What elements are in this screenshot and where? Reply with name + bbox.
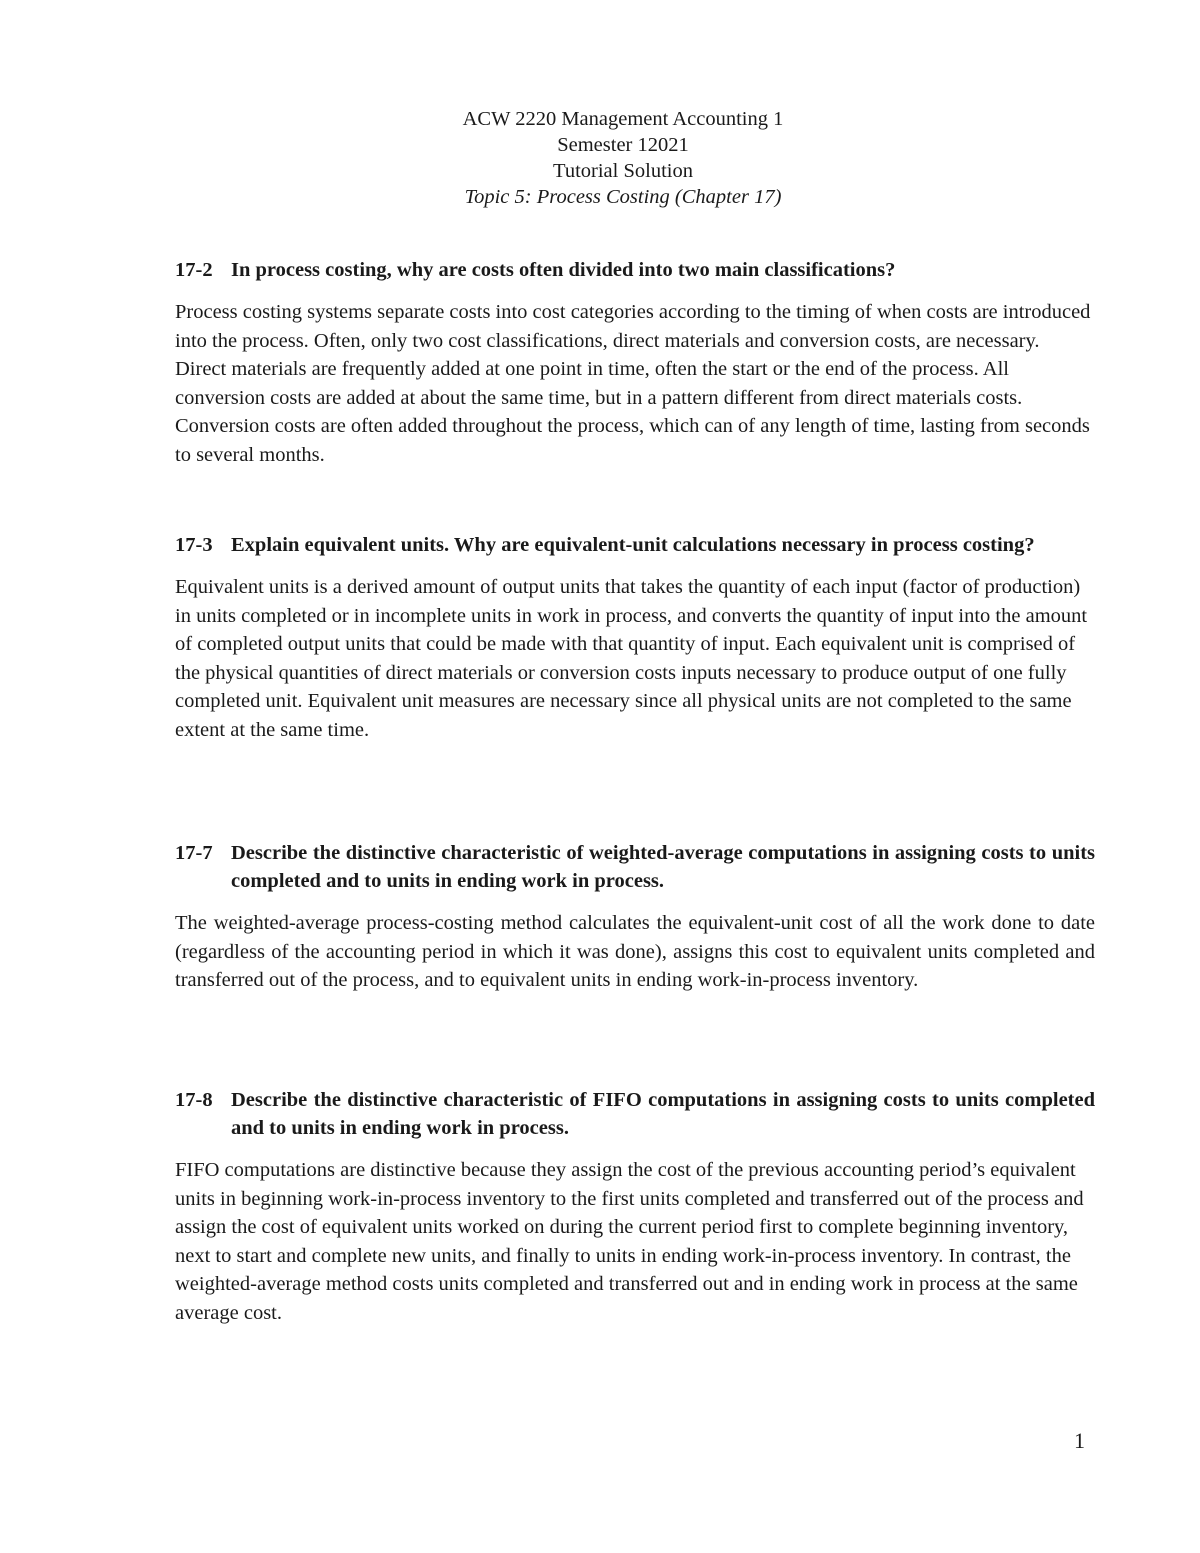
topic-line: Topic 5: Process Costing (Chapter 17) bbox=[464, 186, 782, 208]
question-number: 17-3 bbox=[175, 534, 213, 556]
question-section-17-3 bbox=[175, 531, 1095, 745]
question-heading bbox=[175, 531, 1095, 559]
answer-paragraph: Equivalent units is a derived amount of output units that takes the quantity of each input (factor of production) in units completed or in incomplete units in work in process, and converts the quantity of input into the amount of completed output units that could be made with that quantity of input. Each equivalent unit is comprised of the physical quantities of direct materials or conversion costs inputs necessary to produce output of one fully completed unit. Equivalent unit measures are necessary since all physical units are not completed to the same extent at the same time. bbox=[175, 576, 1088, 741]
question-text: Describe the distinctive characteristic of weighted-average computations in assigning costs to units completed and to units in ending work in process. bbox=[231, 842, 1095, 892]
question-section-17-8 bbox=[175, 1086, 1095, 1328]
semester-line: Semester 12021 bbox=[557, 134, 689, 156]
course-title: ACW 2220 Management Accounting 1 bbox=[462, 108, 784, 130]
question-number: 17-7 bbox=[175, 842, 213, 864]
question-heading bbox=[175, 256, 1095, 284]
document-header bbox=[0, 106, 1200, 210]
question-number: 17-2 bbox=[175, 259, 213, 281]
question-text: Explain equivalent units. Why are equivalent-unit calculations necessary in process costing? bbox=[231, 534, 1035, 556]
doc-type-line: Tutorial Solution bbox=[553, 160, 693, 182]
question-text: In process costing, why are costs often divided into two main classifications? bbox=[231, 259, 896, 281]
answer-paragraph: Process costing systems separate costs into cost categories according to the timing of when costs are introduced into the process. Often, only two cost classifications, direct materials and conversion costs, are necessary. Direct materials are frequently added at one point in time, often the start or the end of the process. All conversion costs are added at about the same time, but in a pattern different from direct materials costs. Conversion costs are often added throughout the process, which can of any length of time, lasting from seconds to several months. bbox=[175, 301, 1091, 466]
question-heading bbox=[175, 839, 1095, 895]
page-number: 1 bbox=[1074, 1428, 1085, 1453]
question-heading bbox=[175, 1086, 1095, 1142]
answer-paragraph: The weighted-average process-costing method calculates the equivalent-unit cost of all the work done to date (regardless of the accounting period in which it was done), assigns this cost to equivalent units completed and transferred out of the process, and to equivalent units in ending work-in-process inventory. bbox=[175, 912, 1095, 992]
question-section-17-7 bbox=[175, 839, 1095, 995]
question-number: 17-8 bbox=[175, 1089, 213, 1111]
answer-paragraph: FIFO computations are distinctive because they assign the cost of the previous accounting period’s equivalent units in beginning work-in-process inventory to the first units completed and transferred out of the process and assign the cost of equivalent units worked on during the current period first to complete beginning inventory, next to start and complete new units, and finally to units in ending work-in-process inventory. In contrast, the weighted-average method costs units completed and transferred out and in ending work in process at the same average cost. bbox=[175, 1159, 1084, 1324]
question-text: Describe the distinctive characteristic of FIFO computations in assigning costs to units completed and to units in ending work in process. bbox=[231, 1089, 1095, 1139]
question-section-17-2 bbox=[175, 256, 1095, 470]
